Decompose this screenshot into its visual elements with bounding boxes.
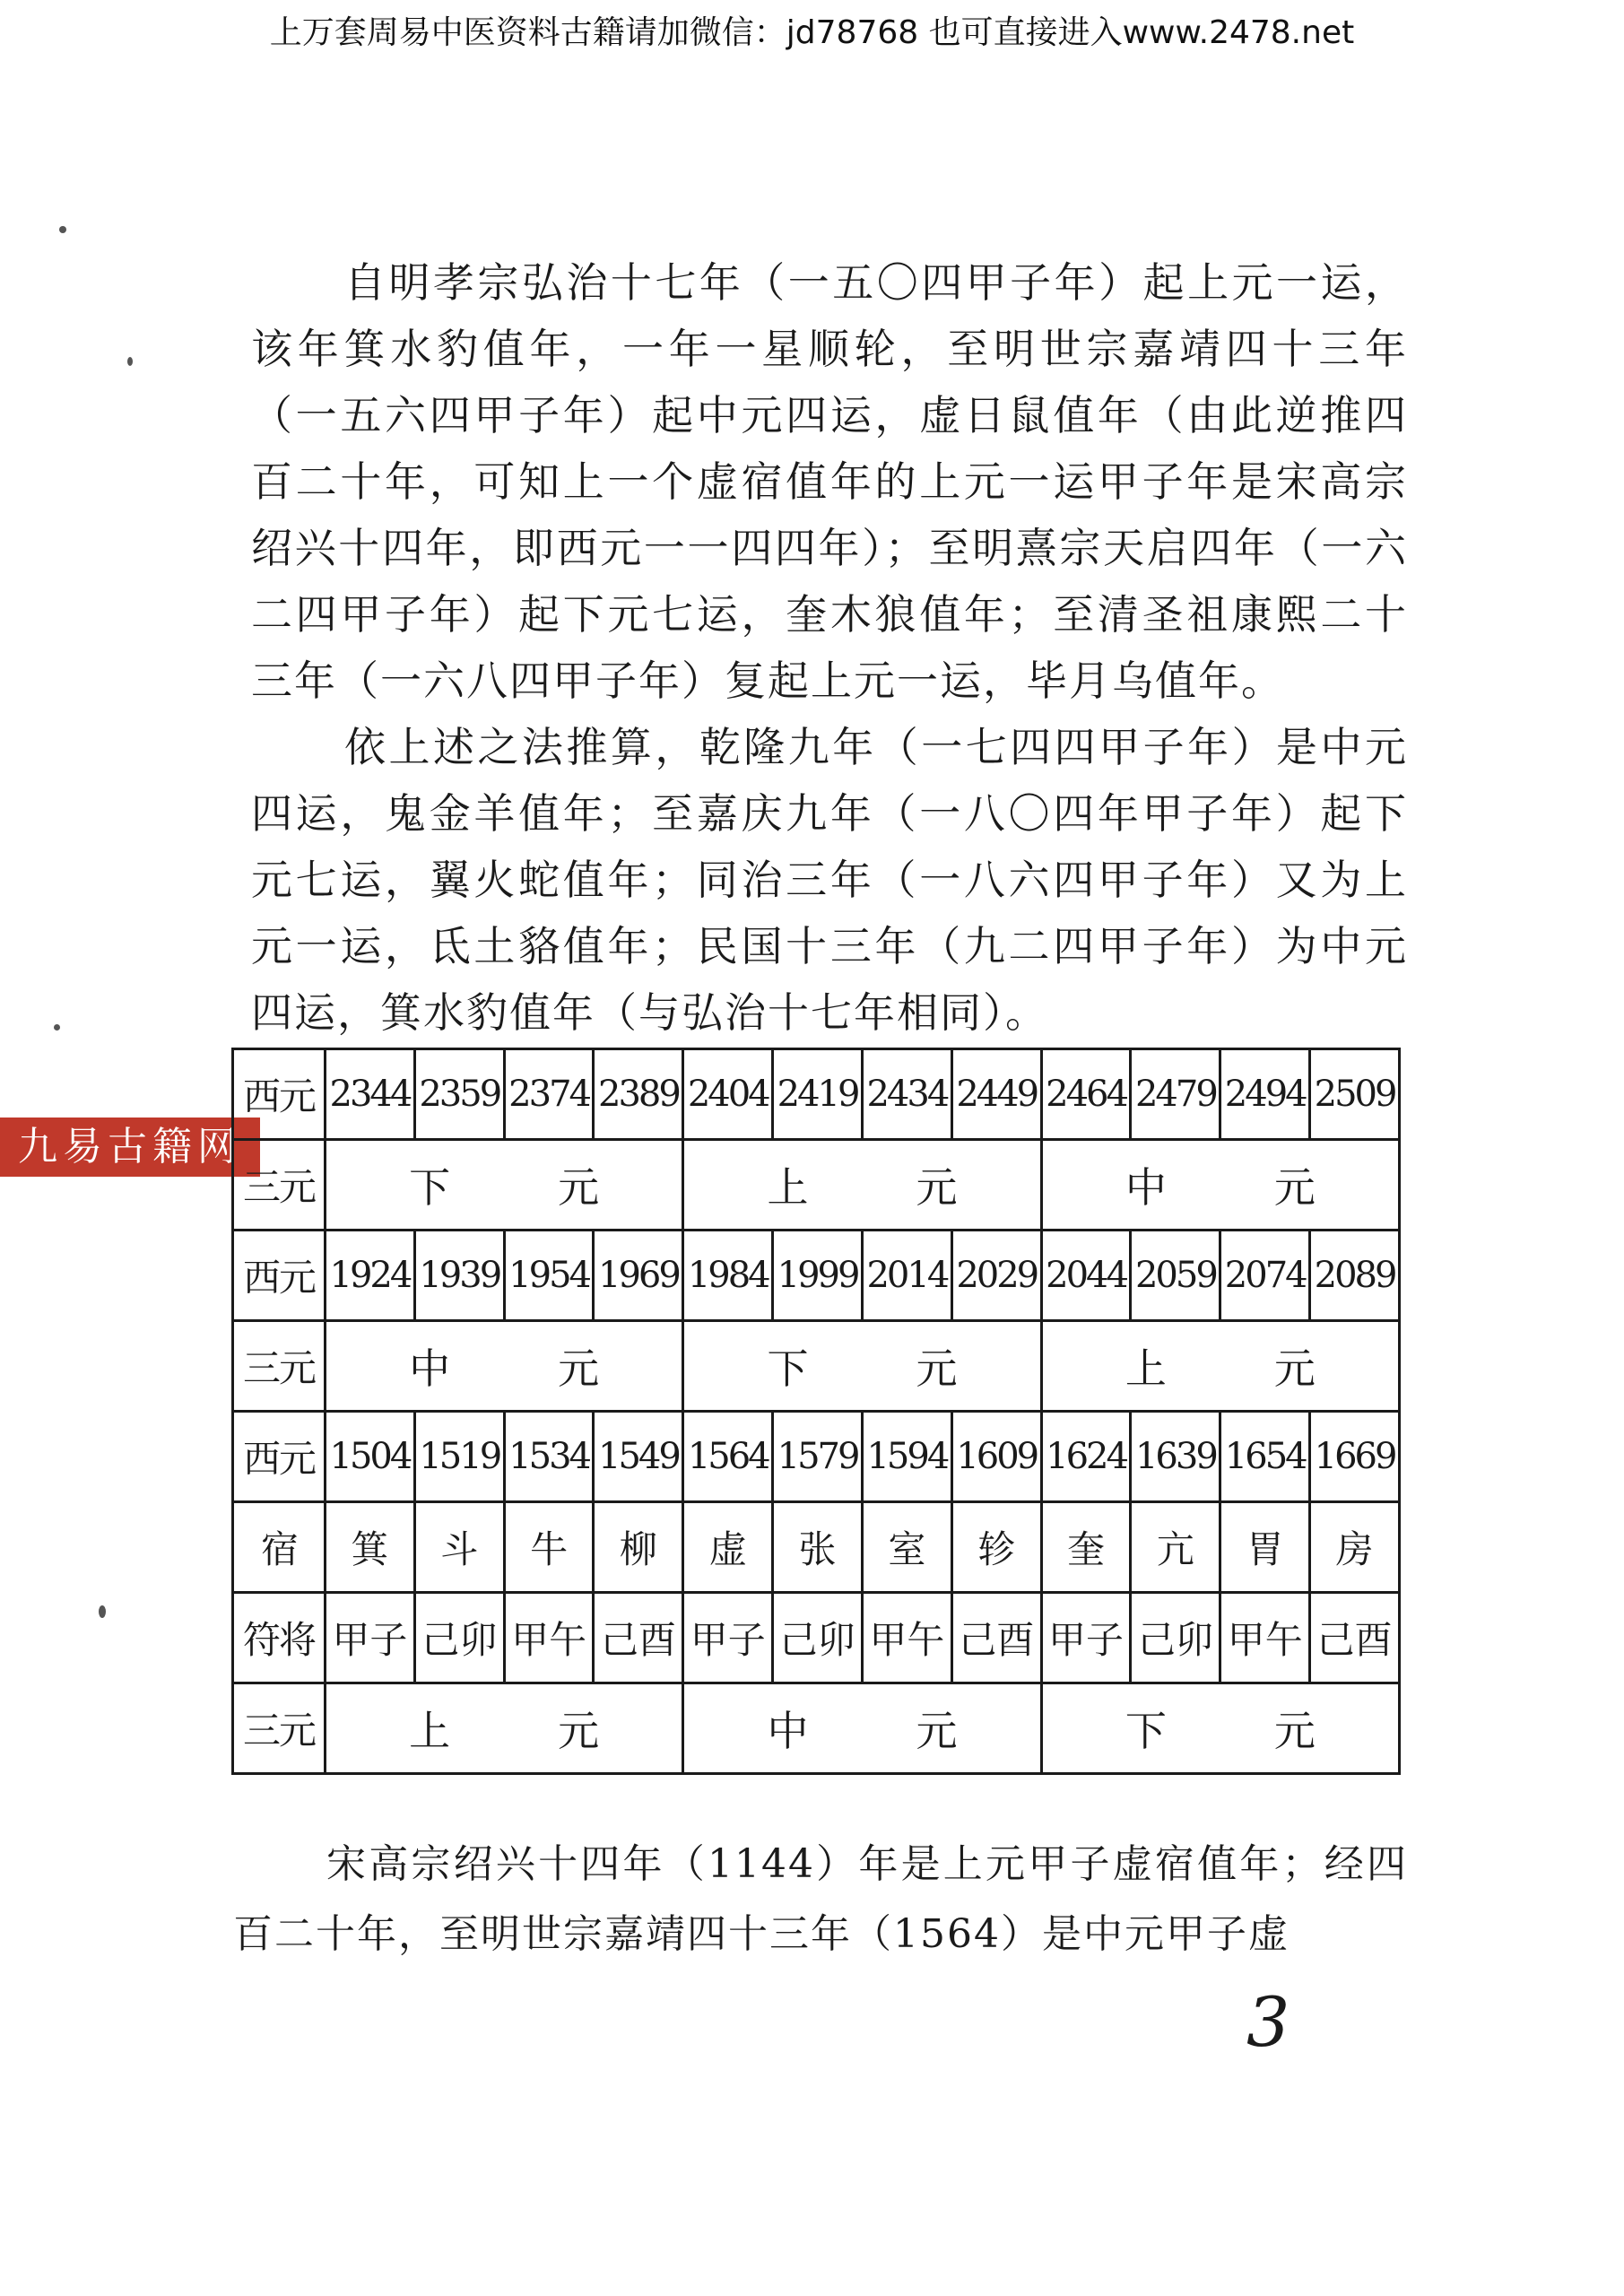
table-cell: 2449 xyxy=(951,1049,1041,1140)
table-cell: 2509 xyxy=(1310,1049,1400,1140)
yuan-char: 下 xyxy=(1125,1707,1167,1755)
yuan-group-cell xyxy=(326,1140,683,1231)
row-label: 三元 xyxy=(233,1321,326,1412)
table-cell: 1519 xyxy=(414,1412,504,1502)
yuan-char: 上 xyxy=(767,1163,809,1212)
table-cell: 1624 xyxy=(1041,1412,1131,1502)
table-cell: 甲午 xyxy=(862,1593,951,1683)
table-cell: 1594 xyxy=(862,1412,951,1502)
yuan-char: 元 xyxy=(558,1163,600,1212)
table-row xyxy=(233,1140,1400,1231)
table-cell: 2419 xyxy=(773,1049,863,1140)
table-cell: 1504 xyxy=(326,1412,415,1502)
yuan-group-cell xyxy=(1041,1321,1399,1412)
table-row xyxy=(233,1049,1400,1140)
table-cell: 2029 xyxy=(951,1231,1041,1321)
row-label: 西元 xyxy=(233,1412,326,1502)
table-cell: 甲子 xyxy=(1041,1593,1131,1683)
row-label: 宿 xyxy=(233,1502,326,1593)
yuan-group-cell xyxy=(326,1683,683,1774)
yuan-char: 元 xyxy=(1273,1163,1316,1212)
table-cell: 己酉 xyxy=(594,1593,683,1683)
yuan-group-cell xyxy=(683,1321,1041,1412)
table-cell: 1579 xyxy=(773,1412,863,1502)
row-label: 西元 xyxy=(233,1049,326,1140)
table-cell: 1984 xyxy=(683,1231,773,1321)
paragraph-2: 依上述之法推算，乾隆九年（一七四四甲子年）是中元四运，鬼金羊值年；至嘉庆九年（一八〇四年甲子年）起下元七运，翼火蛇值年；同治三年（一八六四甲子年）又为上元一运，氐土貉值年；民国十三年（九二四甲子年）为中元四运，箕水豹值年（与弘治十七年相同）。 xyxy=(251,723,1408,1037)
page-number: 3 xyxy=(1246,1982,1290,2062)
table-row xyxy=(233,1502,1400,1593)
table-cell: 1969 xyxy=(594,1231,683,1321)
table-cell: 1954 xyxy=(504,1231,594,1321)
sanyuan-table xyxy=(231,1048,1401,1775)
yuan-char: 下 xyxy=(409,1163,451,1212)
table-cell: 箕 xyxy=(326,1502,415,1593)
table-cell: 1564 xyxy=(683,1412,773,1502)
table-row xyxy=(233,1412,1400,1502)
table-cell: 2344 xyxy=(326,1049,415,1140)
watermark-stamp: 九易古籍网 xyxy=(0,1118,260,1177)
yuan-char: 上 xyxy=(1125,1344,1167,1393)
table-cell: 甲午 xyxy=(504,1593,594,1683)
table-cell: 斗 xyxy=(414,1502,504,1593)
table-cell: 己卯 xyxy=(1131,1593,1220,1683)
table-cell: 甲子 xyxy=(683,1593,773,1683)
table-cell: 甲子 xyxy=(326,1593,415,1683)
table-cell: 1549 xyxy=(594,1412,683,1502)
table-cell: 1609 xyxy=(951,1412,1041,1502)
yuan-char: 元 xyxy=(916,1707,958,1755)
yuan-char: 中 xyxy=(1125,1163,1167,1212)
row-label: 三元 xyxy=(233,1140,326,1231)
table-cell: 己酉 xyxy=(951,1593,1041,1683)
table-cell: 2434 xyxy=(862,1049,951,1140)
scan-speck xyxy=(99,1605,106,1618)
yuan-char: 元 xyxy=(558,1707,600,1755)
table-cell: 2044 xyxy=(1041,1231,1131,1321)
row-label: 三元 xyxy=(233,1683,326,1774)
table-cell: 1639 xyxy=(1131,1412,1220,1502)
table-cell: 1669 xyxy=(1310,1412,1400,1502)
table-cell: 2494 xyxy=(1220,1049,1310,1140)
table-cell: 房 xyxy=(1310,1502,1400,1593)
table-cell: 己卯 xyxy=(414,1593,504,1683)
yuan-char: 上 xyxy=(409,1707,451,1755)
table-cell: 甲午 xyxy=(1220,1593,1310,1683)
table-cell: 2059 xyxy=(1131,1231,1220,1321)
yuan-group-cell xyxy=(683,1683,1041,1774)
table-cell: 2404 xyxy=(683,1049,773,1140)
table-cell: 2089 xyxy=(1310,1231,1400,1321)
table-row xyxy=(233,1593,1400,1683)
scan-speck xyxy=(54,1024,60,1031)
table-cell: 2479 xyxy=(1131,1049,1220,1140)
scan-speck xyxy=(59,226,66,233)
paragraph-1: 自明孝宗弘治十七年（一五〇四甲子年）起上元一运，该年箕水豹值年，一年一星顺轮，至明世宗嘉靖四十三年（一五六四甲子年）起中元四运，虚日鼠值年（由此逆推四百二十年，可知上一个虚宿值年的上元一运甲子年是宋高宗绍兴十四年，即西元一一四四年）；至明熹宗天启四年（一六二四甲子年）起下元七运，奎木狼值年；至清圣祖康熙二十三年（一六八四甲子年）复起上元一运，毕月乌值年。 xyxy=(251,258,1408,705)
yuan-group-cell xyxy=(1041,1140,1399,1231)
table-cell: 2464 xyxy=(1041,1049,1131,1140)
yuan-group-cell xyxy=(1041,1683,1399,1774)
table-cell: 1939 xyxy=(414,1231,504,1321)
table-cell: 奎 xyxy=(1041,1502,1131,1593)
table-cell: 己卯 xyxy=(773,1593,863,1683)
table-cell: 2389 xyxy=(594,1049,683,1140)
table-cell: 2014 xyxy=(862,1231,951,1321)
table-cell: 2074 xyxy=(1220,1231,1310,1321)
page-header-ad: 上万套周易中医资料古籍请加微信：jd78768 也可直接进入www.2478.net xyxy=(269,14,1355,51)
yuan-char: 元 xyxy=(916,1163,958,1212)
yuan-char: 元 xyxy=(558,1344,600,1393)
scan-speck xyxy=(127,357,133,366)
yuan-char: 中 xyxy=(409,1344,451,1393)
yuan-group-cell xyxy=(326,1321,683,1412)
table-cell: 轸 xyxy=(951,1502,1041,1593)
paragraph-3: 宋高宗绍兴十四年（1144）年是上元甲子虚宿值年；经四百二十年，至明世宗嘉靖四十三年（1564）是中元甲子虚 xyxy=(233,1841,1408,1957)
table-cell: 2359 xyxy=(414,1049,504,1140)
yuan-char: 元 xyxy=(916,1344,958,1393)
table-cell: 胃 xyxy=(1220,1502,1310,1593)
table-row xyxy=(233,1321,1400,1412)
table-cell: 1924 xyxy=(326,1231,415,1321)
table-cell: 虚 xyxy=(683,1502,773,1593)
table-cell: 1654 xyxy=(1220,1412,1310,1502)
yuan-char: 元 xyxy=(1273,1707,1316,1755)
table-cell: 牛 xyxy=(504,1502,594,1593)
yuan-char: 中 xyxy=(767,1707,809,1755)
table-cell: 2374 xyxy=(504,1049,594,1140)
row-label: 西元 xyxy=(233,1231,326,1321)
table-cell: 1534 xyxy=(504,1412,594,1502)
table-row xyxy=(233,1231,1400,1321)
table-cell: 柳 xyxy=(594,1502,683,1593)
table-cell: 亢 xyxy=(1131,1502,1220,1593)
row-label: 符将 xyxy=(233,1593,326,1683)
table-cell: 己酉 xyxy=(1310,1593,1400,1683)
yuan-char: 元 xyxy=(1273,1344,1316,1393)
yuan-group-cell xyxy=(683,1140,1041,1231)
table-cell: 张 xyxy=(773,1502,863,1593)
table-cell: 1999 xyxy=(773,1231,863,1321)
yuan-char: 下 xyxy=(767,1344,809,1393)
table-row xyxy=(233,1683,1400,1774)
table-cell: 室 xyxy=(862,1502,951,1593)
